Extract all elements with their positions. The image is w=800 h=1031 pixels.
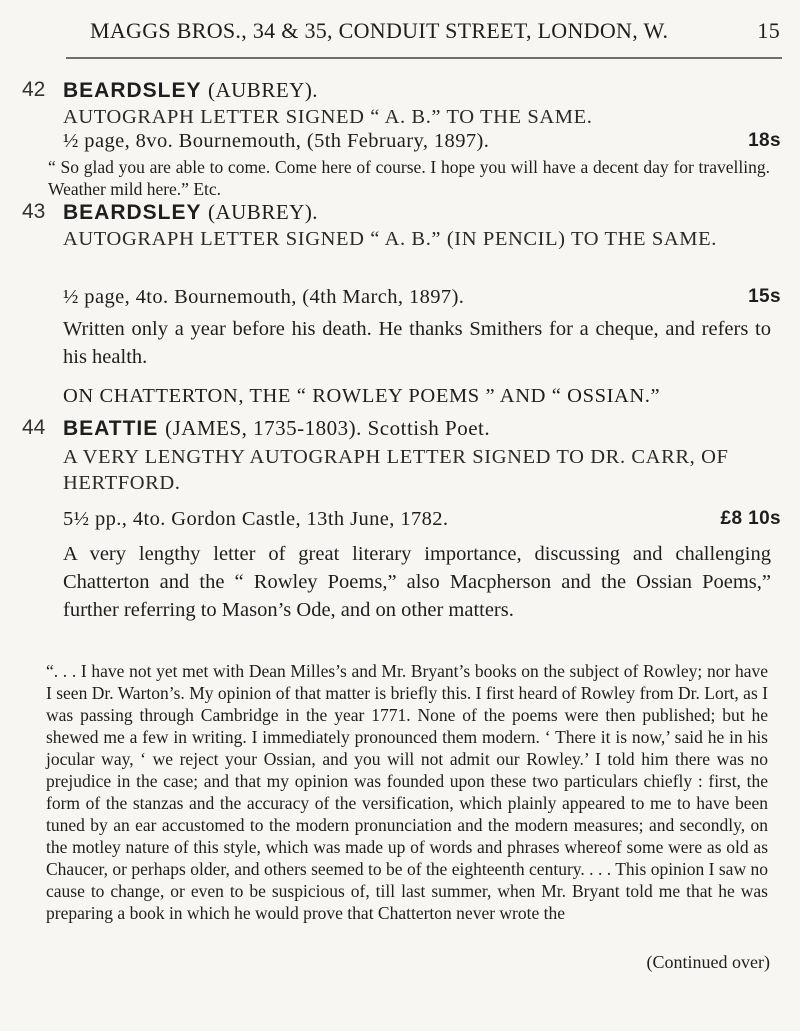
lot-quote: “ So glad you are able to come. Come here of course. I hope you will have a decent day for travelling. Weather mild here.” Etc.	[48, 157, 770, 199]
header-rule	[66, 57, 782, 59]
lot-details	[63, 128, 781, 154]
lot-number: 43	[22, 200, 46, 223]
section-heading: ON CHATTERTON, THE “ ROWLEY POEMS ” AND “ OSSIAN.”	[63, 385, 661, 407]
lot-number: 42	[22, 78, 46, 101]
lot-details	[63, 506, 781, 532]
page-header	[90, 12, 780, 52]
continued-note: (Continued over)	[646, 952, 770, 972]
header-title: MAGGS BROS., 34 & 35, CONDUIT STREET, LONDON, W.	[90, 18, 669, 43]
lot-description: A VERY LENGTHY AUTOGRAPH LETTER SIGNED TO DR. CARR, OF HERTFORD.	[63, 446, 729, 494]
author-details: (JAMES, 1735-1803). Scottish Poet.	[165, 416, 491, 440]
lot-price: 18s	[748, 130, 781, 151]
lot-details	[63, 284, 781, 310]
lot-format: ½ page, 4to. Bournemouth, (4th March, 1897).	[63, 286, 465, 308]
author-name: BEATTIE	[63, 417, 159, 440]
lot-format: ½ page, 8vo. Bournemouth, (5th February, 1897).	[63, 130, 490, 152]
page-number: 15	[757, 18, 780, 43]
lot-note: A very lengthy letter of great literary importance, discussing and challenging Chatterton and the “ Rowley Poems,” also Macpherson and the Ossian Poems,” further referring to Mason’s Ode, and on other matters.	[63, 543, 771, 621]
author-name: BEARDSLEY	[63, 79, 202, 102]
lot-number: 44	[22, 416, 46, 439]
lot-note: Written only a year before his death. He thanks Smithers for a cheque, and refers to his health.	[63, 318, 771, 368]
lot-author	[63, 200, 318, 225]
lot-format: 5½ pp., 4to. Gordon Castle, 13th June, 1782.	[63, 508, 449, 530]
lot-price: £8 10s	[720, 508, 781, 529]
author-details: (AUBREY).	[207, 200, 319, 224]
lot-price: 15s	[748, 286, 781, 307]
lot-description: AUTOGRAPH LETTER SIGNED “ A. B.” TO THE SAME.	[63, 106, 593, 128]
lot-quote: “. . . I have not yet met with Dean Milles’s and Mr. Bryant’s books on the subject of Rowley; nor have I seen Dr. Warton’s. My opinion of that matter is briefly this. I first heard of Rowley from Dr. Lort, as I was passing through Cambridge in the year 1771. None of the poems were then published; but he shewed me a few in writing. I immediately pronounced them modern. ‘ There it is now,’ said he in his jocular way, ‘ we reject your Ossian, and you will not admit our Rowley.’ I told him there was no prejudice in the case; and that my opinion was founded upon these two particulars chiefly : first, the form of the stanzas and the accuracy of the versification, which plainly appeared to me to have been tuned by an ear accustomed to the modern pronunciation and the modern measures; and secondly, on the motley nature of this style, which was made up of words and phrases whereof some were as old as Chaucer, or perhaps older, and others seemed to be of the eighteenth century. . . . This opinion I saw no cause to change, or even to be suspicious of, till last summer, when Mr. Bryant told me that he was preparing a book in which he would prove that Chatterton never wrote the	[46, 661, 768, 923]
lot-author	[63, 78, 318, 103]
lot-description: AUTOGRAPH LETTER SIGNED “ A. B.” (IN PENCIL) TO THE SAME.	[63, 228, 717, 250]
lot-author	[63, 416, 490, 441]
author-details: (AUBREY).	[207, 78, 319, 102]
author-name: BEARDSLEY	[63, 201, 202, 224]
